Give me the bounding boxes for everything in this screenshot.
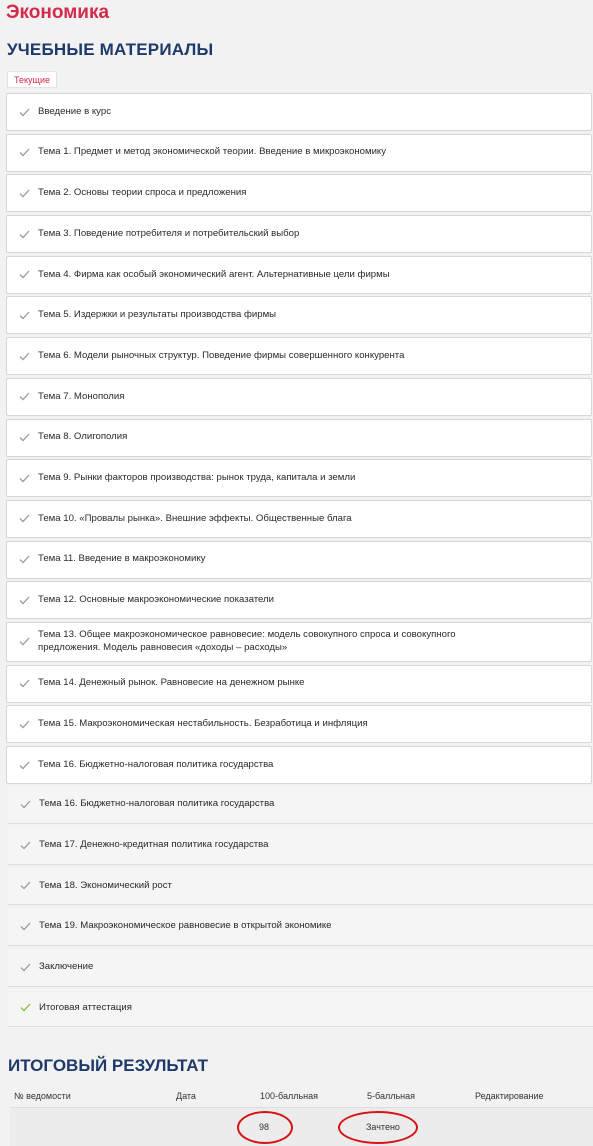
annotation-ring-score-5 (338, 1111, 418, 1144)
column-header-score-100: 100-балльная (260, 1091, 319, 1101)
check-icon (18, 107, 31, 117)
section-heading-materials: УЧЕБНЫЕ МАТЕРИАЛЫ (7, 40, 214, 59)
list-item-label: Тема 9. Рынки факторов производства: рынок труда, капитала и земли (38, 471, 356, 483)
list-item[interactable] (6, 541, 592, 579)
check-icon (18, 148, 31, 158)
list-item[interactable] (8, 989, 593, 1027)
check-icon (18, 310, 31, 320)
list-item[interactable] (6, 296, 592, 334)
check-icon (19, 962, 32, 972)
check-icon (18, 514, 31, 524)
list-item[interactable] (6, 500, 592, 538)
list-item-label: Тема 19. Макроэкономическое равновесие в открытой экономике (39, 920, 332, 932)
check-icon (18, 555, 31, 565)
list-item-label: Тема 3. Поведение потребителя и потребительский выбор (38, 227, 300, 239)
column-header-record-no: № ведомости (14, 1091, 71, 1101)
list-item-label: Заключение (39, 961, 94, 972)
tab-current[interactable]: Текущие (7, 71, 57, 88)
check-icon (18, 188, 31, 198)
list-item[interactable] (6, 746, 592, 784)
list-item[interactable] (8, 786, 593, 824)
check-icon (18, 351, 31, 361)
check-icon (19, 881, 32, 891)
list-item-label: Тема 8. Олигополия (38, 431, 128, 443)
result-table (10, 1085, 593, 1146)
check-icon (18, 433, 31, 443)
list-item[interactable] (6, 134, 592, 172)
list-item[interactable] (6, 93, 592, 131)
list-item[interactable] (8, 867, 593, 905)
list-item[interactable] (6, 581, 592, 619)
materials-list (6, 93, 592, 787)
list-item-label: Тема 18. Экономический рост (39, 879, 172, 891)
list-item[interactable] (8, 827, 593, 865)
check-icon (18, 270, 31, 280)
annotation-ring-score-100 (237, 1111, 293, 1144)
check-icon (18, 392, 31, 402)
table-row (10, 1107, 593, 1146)
check-icon (18, 679, 31, 689)
list-item[interactable] (6, 337, 592, 375)
list-item-label: Тема 5. Издержки и результаты производства фирмы (38, 309, 277, 321)
list-item-label: Тема 4. Фирма как особый экономический агент. Альтернативные цели фирмы (38, 268, 390, 280)
list-item[interactable] (6, 622, 592, 662)
list-item[interactable] (6, 215, 592, 253)
list-item-label: Тема 1. Предмет и метод экономической теории. Введение в микроэкономику (38, 146, 387, 158)
list-item-label: Тема 16. Бюджетно-налоговая политика государства (39, 798, 275, 810)
table-header (10, 1085, 593, 1107)
list-item[interactable] (6, 665, 592, 703)
list-item-label: Тема 11. Введение в макроэкономику (38, 553, 206, 565)
check-icon (19, 840, 32, 850)
list-item[interactable] (6, 419, 592, 457)
column-header-date: Дата (176, 1091, 196, 1101)
list-item-label: Тема 14. Денежный рынок. Равновесие на денежном рынке (38, 677, 305, 689)
list-item[interactable] (8, 908, 593, 946)
column-header-edit: Редактирование (475, 1091, 544, 1101)
list-item-label: Тема 7. Монополия (38, 390, 125, 402)
list-item-label: Тема 10. «Провалы рынка». Внешние эффекты. Общественные блага (38, 512, 352, 524)
list-item-label: Тема 15. Макроэкономическая нестабильность. Безработица и инфляция (38, 718, 368, 730)
check-icon (18, 595, 31, 605)
list-item-label: Тема 2. Основы теории спроса и предложения (38, 187, 247, 199)
check-icon (18, 760, 31, 770)
check-icon (18, 719, 31, 729)
list-item-label: Введение в курс (38, 105, 111, 117)
list-item[interactable] (6, 256, 592, 294)
list-item[interactable] (6, 459, 592, 497)
check-icon (19, 922, 32, 932)
list-item[interactable] (8, 949, 593, 987)
list-item-label: Итоговая аттестация (39, 1001, 132, 1013)
list-item-label: Тема 6. Модели рыночных структур. Поведение фирмы совершенного конкурента (38, 349, 405, 361)
check-icon (19, 800, 32, 810)
check-icon (18, 473, 31, 483)
materials-list-continued (8, 786, 593, 1030)
check-icon (18, 229, 31, 239)
list-item-label: Тема 17. Денежно-кредитная политика государства (39, 838, 269, 850)
list-item[interactable] (6, 378, 592, 416)
cell-score-100: 98 (259, 1122, 270, 1132)
list-item-label: Тема 16. Бюджетно-налоговая политика государства (38, 758, 274, 770)
column-header-score-5: 5-балльная (367, 1091, 415, 1101)
check-icon (19, 1003, 32, 1013)
section-heading-result: ИТОГОВЫЙ РЕЗУЛЬТАТ (8, 1056, 209, 1075)
list-item[interactable] (6, 705, 592, 743)
course-title: Экономика (6, 2, 110, 23)
list-item[interactable] (6, 174, 592, 212)
list-item-label: Тема 13. Общее макроэкономическое равновесие: модель совокупного спроса и совокупного предложения. Модель равновесия «доходы – расходы» (38, 629, 456, 653)
cell-score-5: Зачтено (366, 1122, 400, 1132)
check-icon (18, 637, 31, 647)
list-item-label: Тема 12. Основные макроэкономические показатели (38, 594, 275, 605)
